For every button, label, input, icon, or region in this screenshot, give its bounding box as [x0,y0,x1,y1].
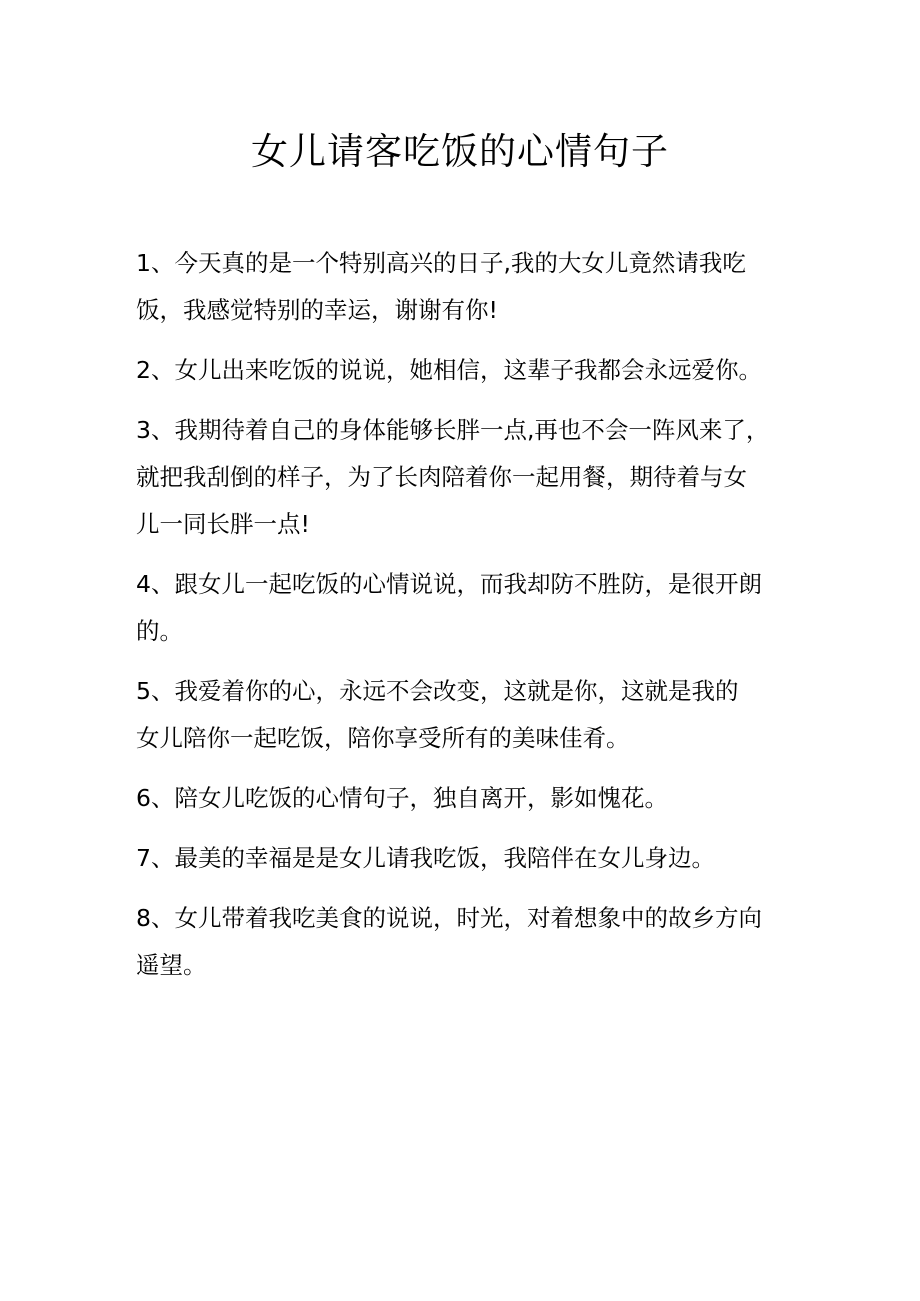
paragraph-line: 女儿陪你一起吃饭，陪你享受所有的美味佳肴。 [136,724,630,752]
paragraph-5 [136,668,786,762]
paragraph-6 [136,775,786,822]
paragraph-4 [136,561,786,655]
paragraph-line: 饭，我感觉特别的幸运，谢谢有你! [136,296,498,324]
paragraph-line: 8、女儿带着我吃美食的说说，时光，对着想象中的故乡方向 [136,904,762,932]
paragraph-line: 6、陪女儿吃饭的心情句子，独自离开，影如愧花。 [136,784,668,812]
paragraph-line: 1、今天真的是一个特别高兴的日子,我的大女儿竟然请我吃 [136,249,746,277]
paragraph-line: 4、跟女儿一起吃饭的心情说说，而我却防不胜防，是很开朗 [136,570,762,598]
paragraph-1 [136,240,786,334]
document-body [136,240,786,1002]
paragraph-8 [136,895,786,989]
paragraph-7 [136,835,786,882]
paragraph-line: 5、我爱着你的心，永远不会改变，这就是你，这就是我的 [136,677,739,705]
paragraph-line: 的。 [136,617,183,645]
paragraph-line: 3、我期待着自己的身体能够长胖一点,再也不会一阵风来了， [136,416,770,444]
paragraph-line: 2、女儿出来吃饭的说说，她相信，这辈子我都会永远爱你。 [136,356,762,384]
paragraph-line: 7、最美的幸福是是女儿请我吃饭，我陪伴在女儿身边。 [136,844,715,872]
paragraph-line: 就把我刮倒的样子，为了长肉陪着你一起用餐，期待着与女 [136,463,747,491]
paragraph-2 [136,347,786,394]
paragraph-3 [136,407,786,548]
paragraph-line: 儿一同长胖一点! [136,510,310,538]
document-title: 女儿请客吃饭的心情句子 [251,130,669,173]
paragraph-line: 遥望。 [136,951,207,979]
